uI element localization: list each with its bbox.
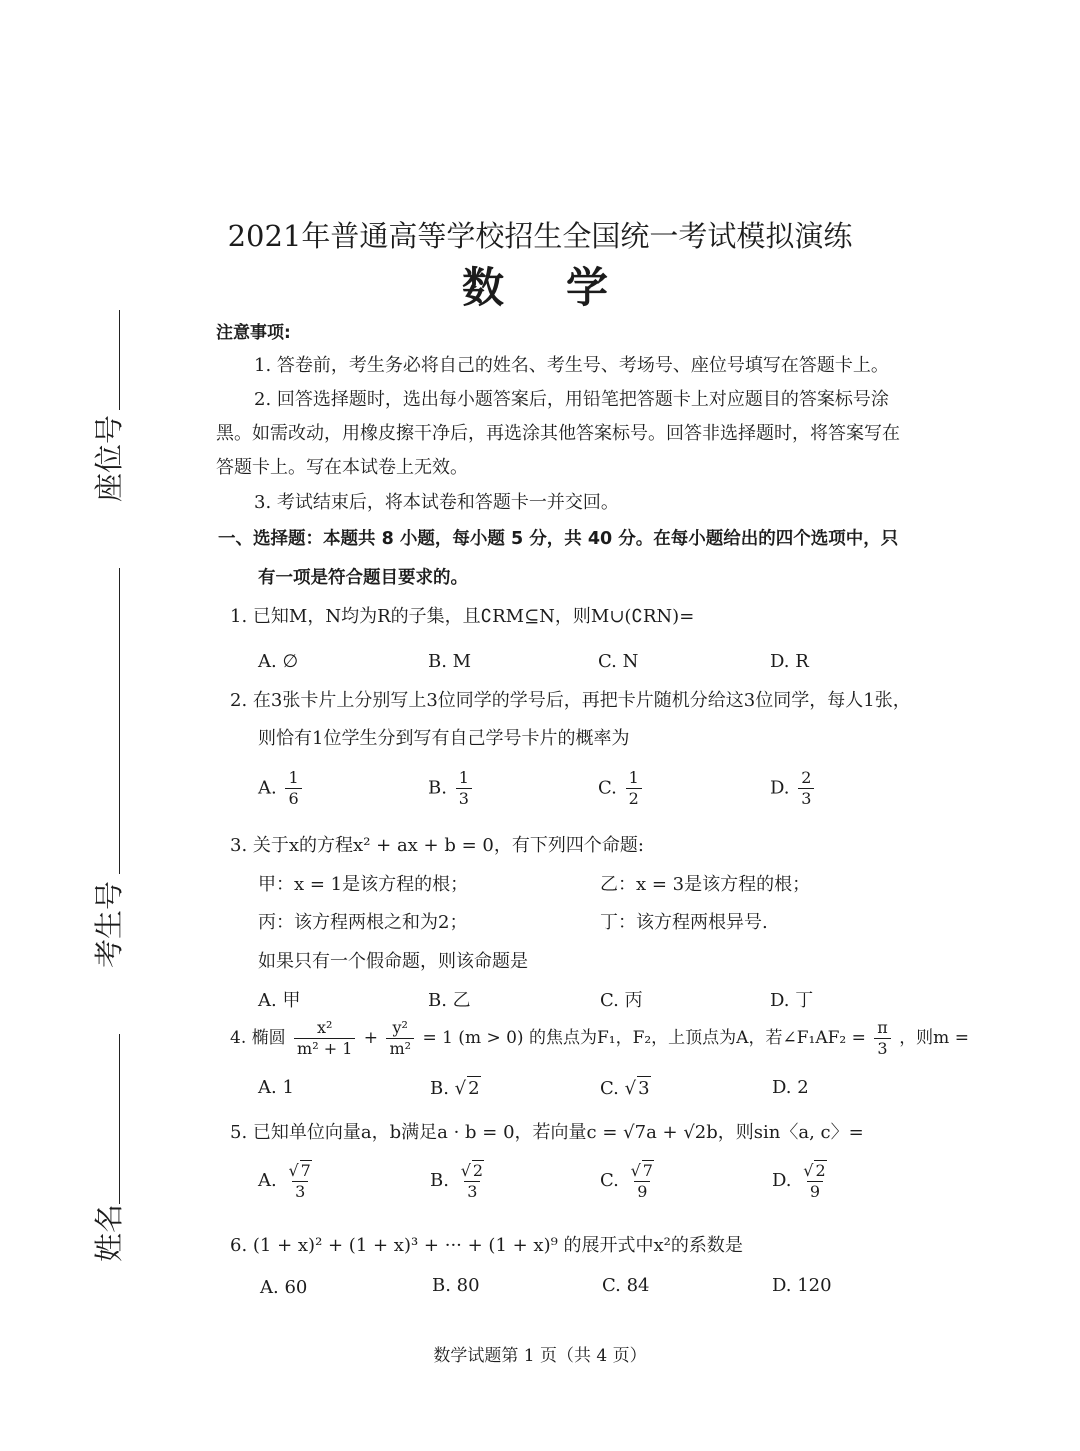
notice-heading: 注意事项: [216,323,291,343]
q3-option-d[interactable]: D. 丁 [770,990,814,1011]
q1-option-c[interactable]: C. N [598,651,639,672]
q5-d-label: D. [772,1170,792,1191]
q2-b-fraction: $\frac{1}{3}$ [456,768,472,809]
q4-suffix: ，则m = [899,1028,969,1048]
seat-label: 座位号 [92,414,126,502]
q2-option-c[interactable] [598,768,645,809]
q5-b-fraction: $\frac{√ 2}{3}$ [460,1161,484,1201]
q3-proposition-bing: 丙：该方程两根之和为2； [258,912,468,933]
q1-option-a[interactable]: A. ∅ [258,651,299,672]
question-6-stem: 6. (1 + x)² + (1 + x)³ + ··· + (1 + x)⁹ 的展开式中x²的系数是 [230,1235,743,1256]
q5-a-label: A. [258,1170,277,1191]
q4-b-label: B. [430,1078,449,1099]
q4-angle: $\frac{\pi}{3}$ [874,1018,891,1059]
notice-item-2-line-3: 答题卡上。写在本试卷上无效。 [216,457,468,478]
section-1-heading-cont: 有一项是符合题目要求的。 [258,568,468,588]
q6-option-a[interactable]: A. 60 [260,1277,308,1298]
page-footer: 数学试题第 1 页（共 4 页） [433,1346,647,1366]
q5-option-b[interactable] [430,1160,490,1202]
q4-x-term: $\frac{\text{x²}}{\text{m² + 1}}$ [294,1018,355,1059]
section-1-heading: 一、选择题：本题共 8 小题，每小题 5 分，共 40 分。在每小题给出的四个选项中，只 [218,529,899,549]
q3-option-c[interactable]: C. 丙 [600,990,643,1011]
question-2-line-1: 2. 在3张卡片上分别写上3位同学的学号后，再把卡片随机分给这3位同学，每人1张， [230,690,911,711]
q3-proposition-yi: 乙：x = 3是该方程的根； [600,874,811,895]
q2-d-label: D. [770,777,790,799]
q2-option-a[interactable] [258,768,305,809]
q5-d-fraction: $\frac{√ 2}{9}$ [803,1161,826,1201]
q2-a-label: A. [258,777,277,799]
q4-option-d[interactable]: D. 2 [772,1077,809,1098]
exam-title: 2021年普通高等学校招生全国统一考试模拟演练 [227,219,853,253]
q6-option-d[interactable]: D. 120 [772,1275,832,1296]
name-line[interactable] [119,1034,120,1204]
q4-option-a[interactable]: A. 1 [258,1077,294,1098]
q3-question: 如果只有一个假命题，则该命题是 [258,951,528,972]
q3-proposition-jia: 甲：x = 1是该方程的根； [258,874,469,895]
q4-b-radicand: 2 [468,1078,480,1099]
q4-c-radicand: 3 [638,1078,650,1099]
q4-plus: + [363,1028,379,1048]
q5-b-label: B. [430,1170,449,1191]
subject-title: 数学 [461,263,670,312]
question-2-line-2: 则恰有1位学生分到写有自己学号卡片的概率为 [258,728,630,749]
q5-a-fraction: $\frac{√ 7}{3}$ [288,1161,311,1201]
q2-option-b[interactable] [428,768,475,809]
q5-c-label: C. [600,1170,619,1191]
q3-option-a[interactable]: A. 甲 [258,990,301,1011]
q4-c-label: C. [600,1078,619,1099]
seat-line[interactable] [119,310,120,410]
q2-option-d[interactable] [770,768,817,809]
q1-option-d[interactable]: D. R [770,651,809,672]
question-5-stem: 5. 已知单位向量a，b满足a · b = 0，若向量c = √7a + √2b，则sin〈a, c〉= [230,1122,864,1143]
q4-option-c[interactable]: C. √ 3 [600,1078,650,1099]
q2-c-fraction: $\frac{1}{2}$ [626,768,642,809]
q5-c-fraction: $\frac{√ 7}{9}$ [630,1161,653,1201]
q5-option-c[interactable] [600,1160,660,1202]
q4-prefix: 4. 椭圆 [230,1028,286,1048]
name-label: 姓名 [92,1203,126,1262]
q5-option-a[interactable] [258,1160,318,1202]
question-4-stem [230,1018,969,1059]
question-1-stem: 1. 已知M，N均为R的子集，且∁RM⊆N，则M∪(∁RN)= [230,606,695,627]
q3-option-b[interactable]: B. 乙 [428,990,471,1011]
exam-number-label: 考生号 [92,880,126,968]
q1-option-b[interactable]: B. M [428,651,472,672]
q4-middle: = 1 (m > 0) 的焦点为F₁，F₂，上顶点为A，若∠F₁AF₂ = [422,1028,866,1048]
q3-proposition-ding: 丁：该方程两根异号. [600,912,768,933]
q2-b-label: B. [428,777,447,799]
notice-item-2-line-1: 2. 回答选择题时，选出每小题答案后，用铅笔把答题卡上对应题目的答案标号涂 [254,389,889,410]
notice-item-1: 1. 答卷前，考生务必将自己的姓名、考生号、考场号、座位号填写在答题卡上。 [254,355,889,376]
q5-option-d[interactable] [772,1160,833,1202]
notice-item-2-line-2: 黑。如需改动，用橡皮擦干净后，再选涂其他答案标号。回答非选择题时，将答案写在 [216,423,900,444]
question-3-stem: 3. 关于x的方程x² + ax + b = 0，有下列四个命题: [230,835,644,856]
q2-c-label: C. [598,777,617,799]
exam-number-line[interactable] [119,568,120,874]
q6-option-c[interactable]: C. 84 [602,1275,650,1296]
q6-option-b[interactable]: B. 80 [432,1275,480,1296]
q2-d-fraction: $\frac{2}{3}$ [798,768,814,809]
notice-item-3: 3. 考试结束后，将本试卷和答题卡一并交回。 [254,492,619,513]
q4-y-term: $\frac{\text{y²}}{\text{m²}}$ [386,1018,414,1059]
q4-option-b[interactable]: B. √ 2 [430,1078,480,1099]
q2-a-fraction: $\frac{1}{6}$ [285,768,301,809]
